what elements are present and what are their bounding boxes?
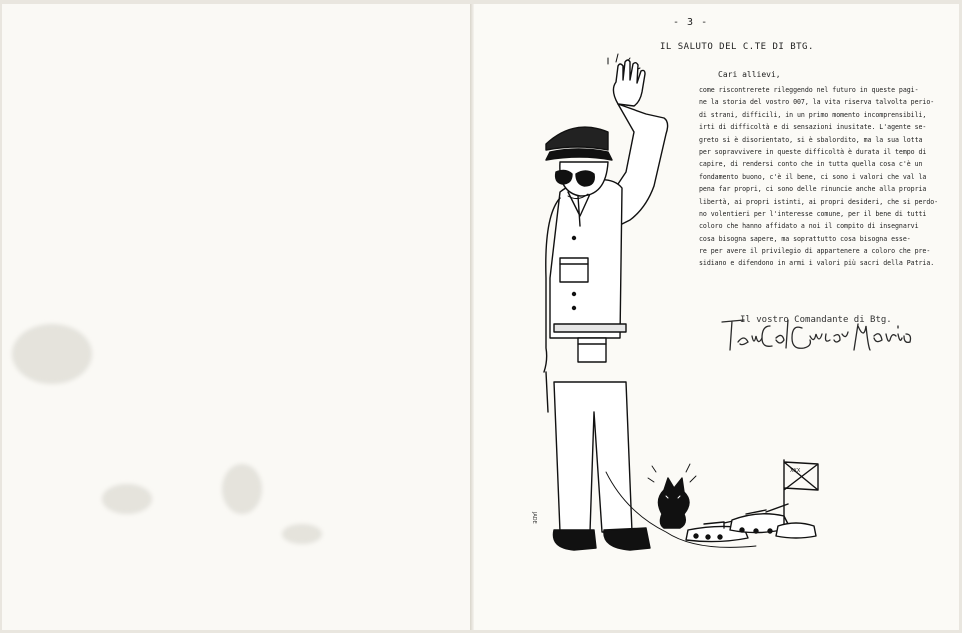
letter-line: coloro che hanno affidato a noi il compito di insegnarvi [699, 222, 919, 231]
letter-line: greto si è disorientato, si è sbalordito, ma la sua lotta [699, 135, 923, 144]
letter-signoff: Il vostro Comandante di Btg. [740, 315, 892, 325]
flag-label: XXX [790, 468, 801, 474]
letter-line: libertà, ai propri istinti, ai propri desideri, che si perdo- [699, 197, 939, 206]
letter-line: ne la storia del vostro 007, la vita riserva talvolta perio- [699, 98, 935, 107]
letter-line: di strani, difficili, in un primo momento incomprensibili, [699, 110, 927, 119]
paper-stain [102, 484, 152, 514]
page-title: IL SALUTO DEL C.TE DI BTG. [660, 42, 814, 52]
letter-line: fondamento buono, c'è il bene, ci sono i valori che val la [699, 172, 927, 181]
letter-line: irti di difficoltà e di sensazioni inusitate. L'agente se- [699, 123, 927, 132]
letter-line: pena far propri, ci sono delle rinuncie anche alla propria [699, 185, 927, 194]
letter-line: come riscontrerete rileggendo nel futuro in queste pagi- [699, 86, 919, 94]
left-page [2, 4, 472, 630]
paper-stain [12, 324, 92, 384]
paper-stain [222, 464, 262, 514]
letter-line: cosa bisogna sapere, ma soprattutto cosa bisogna esse- [699, 234, 911, 243]
letter-line: sidiano e difendono in armi i valori più sacri della Patria. [699, 259, 935, 268]
officer-cartoon-illustration [520, 52, 820, 562]
letter-line: capire, di rendersi conto che in tutta quella cosa c'è un [699, 160, 923, 169]
letter-salutation: Cari allievi, [718, 70, 781, 79]
paper-stain [282, 524, 322, 544]
page-number: - 3 - [673, 17, 709, 28]
artist-mark: JADE [531, 512, 537, 524]
letter-line: per sopravvivere in queste difficoltà è durata il tempo di [699, 147, 927, 156]
letter-line: re per avere il privilegio di appartenere a coloro che pre- [699, 247, 931, 256]
letter-line: no volentieri per l'interesse comune, per il bene di tutti [699, 209, 927, 218]
